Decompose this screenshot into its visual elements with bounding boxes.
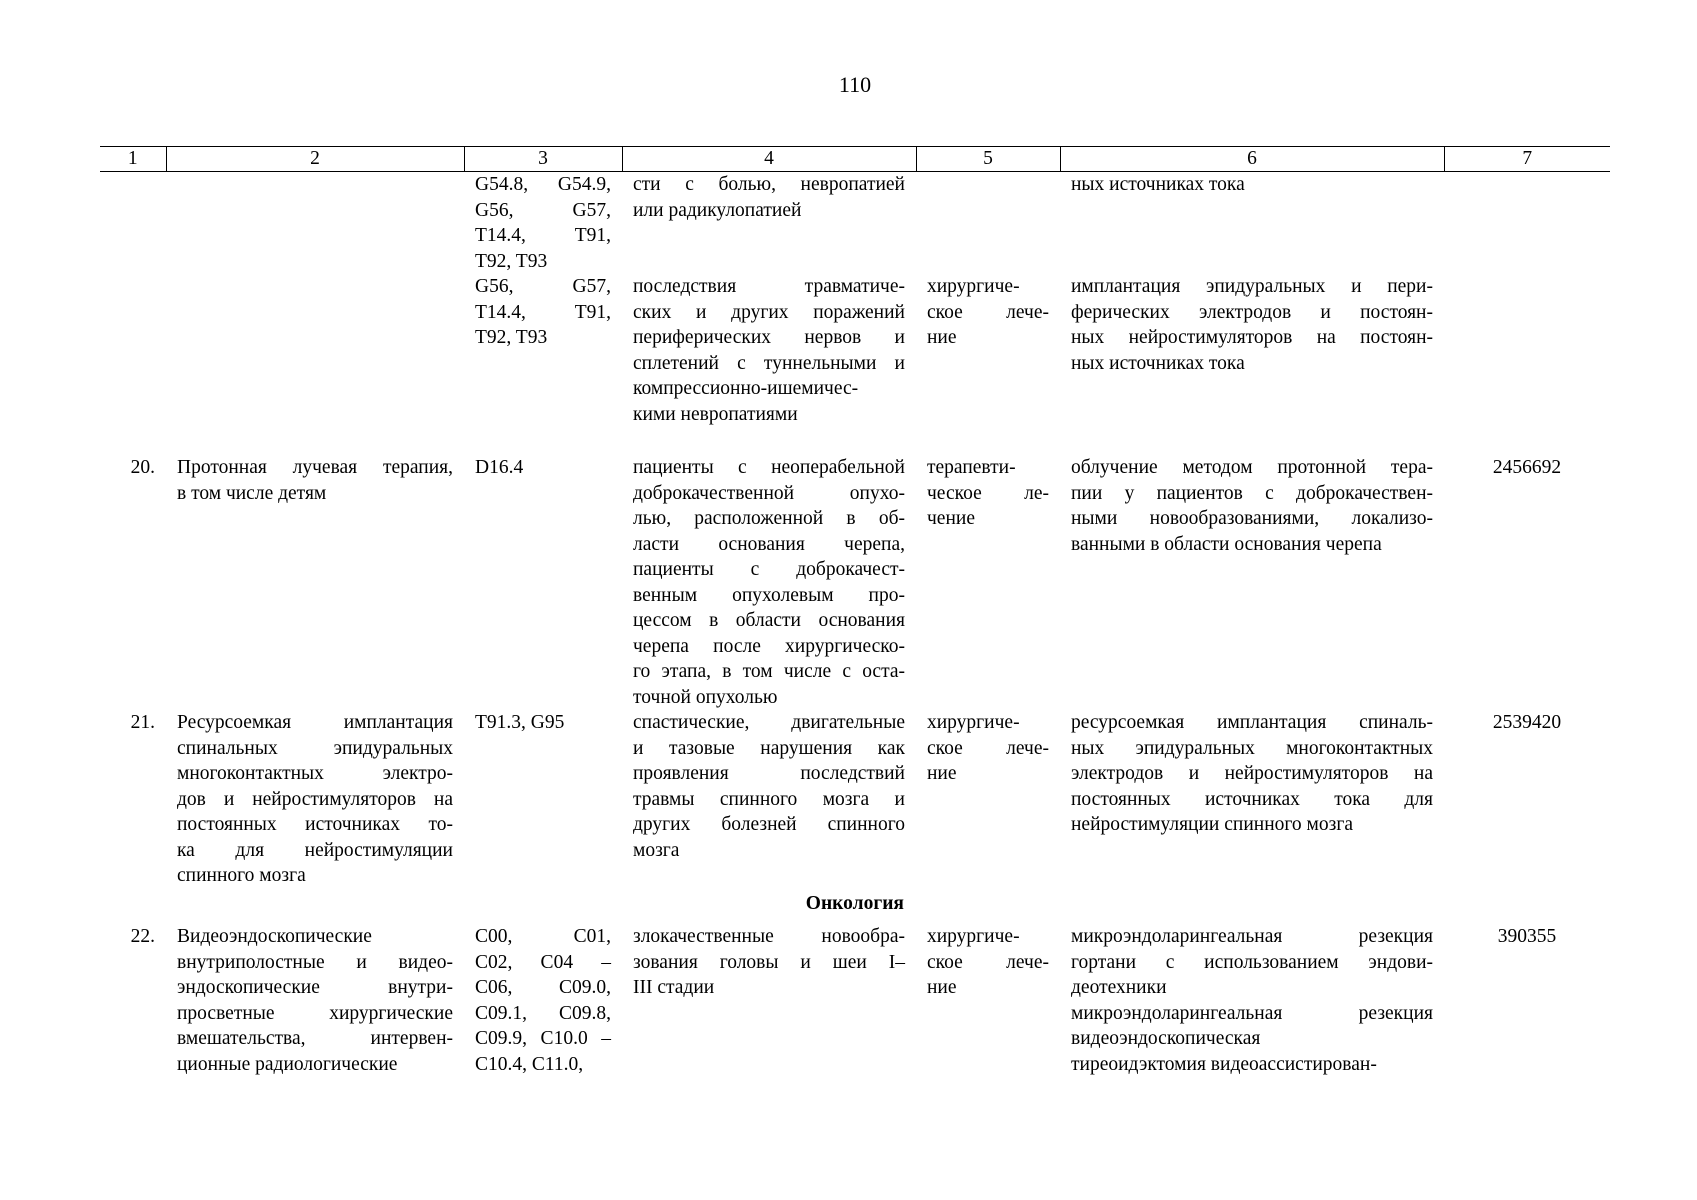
cell-line: D16.4	[475, 457, 524, 478]
cell-line: C06, C09.0,	[475, 977, 611, 998]
cell-line: цессом в области основания	[633, 610, 905, 631]
cell-line: микроэндоларингеальная резекция	[1071, 926, 1433, 947]
cell-line: ресурсоемкая имплантация спиналь-	[1071, 712, 1433, 733]
cell-line: ных эпидуральных многоконтактных	[1071, 737, 1433, 759]
header-row	[100, 147, 1610, 172]
cell-line: спастические, двигательные	[633, 712, 905, 733]
icd-codes	[464, 172, 622, 275]
cell-line: C00, C01,	[475, 926, 611, 947]
cell-line: T92, T93	[475, 327, 548, 348]
row-number: 20.	[130, 457, 155, 478]
cell-line: электродов и нейростимуляторов на	[1071, 763, 1433, 784]
cell-line: постоянных источниках то-	[177, 814, 453, 835]
standard-cost	[1444, 172, 1610, 275]
cell-line: ние	[927, 977, 957, 998]
care-type-name	[166, 172, 464, 275]
medical-care-table	[100, 146, 1610, 1077]
cell-line: ское лече-	[927, 737, 1049, 759]
cell-line: имплантация эпидуральных и пери-	[1071, 276, 1433, 297]
cell-line: Ресурсоемкая имплантация	[177, 712, 453, 733]
treatment-type	[916, 427, 1060, 710]
page-number: 110	[838, 72, 872, 97]
standard-cost: 2539420	[1492, 712, 1562, 733]
table-row	[100, 172, 1610, 275]
cell-line: хирургиче-	[927, 276, 1020, 297]
treatment-method	[1060, 427, 1444, 710]
patient-model	[622, 274, 916, 427]
cell-line: тиреоидэктомия видеоассистирован-	[1071, 1053, 1377, 1075]
cell-line: го этапа, в том числе с оста-	[633, 661, 905, 682]
cell-line: T91.3, G95	[475, 712, 565, 733]
standard-cost: 390355	[1497, 926, 1557, 947]
cell-line: ское лече-	[927, 951, 1049, 973]
cell-line: гортани с использованием эндови-	[1071, 951, 1433, 973]
icd-codes	[464, 274, 622, 427]
cell-line: G56, G57,	[475, 199, 611, 221]
cell-line: спинного мозга	[177, 865, 306, 886]
cell-line: и тазовые нарушения как	[633, 737, 905, 759]
patient-model	[622, 427, 916, 710]
cell-line: ных нейростимуляторов на постоян-	[1071, 327, 1433, 348]
cell-line: пациенты с доброкачест-	[633, 559, 905, 580]
section-row	[100, 889, 1610, 925]
col-header-7: 7	[1444, 147, 1610, 172]
cell-line: мозга	[633, 839, 680, 861]
standard-cost	[1444, 274, 1610, 427]
row-number: 22.	[130, 926, 155, 947]
cell-line: постоянных источниках тока для	[1071, 788, 1433, 810]
care-type-name	[166, 710, 464, 889]
patient-model	[622, 172, 916, 275]
col-header-1: 1	[100, 147, 166, 172]
col-header-5: 5	[916, 147, 1060, 172]
cell-line: ние	[927, 763, 957, 784]
cell-line: ческое ле-	[927, 482, 1049, 504]
cell-line: ских и других поражений	[633, 301, 905, 323]
cell-line: последствия травматиче-	[633, 276, 905, 297]
cell-line: Видеоэндоскопические	[177, 926, 372, 947]
cell-line: других болезней спинного	[633, 814, 905, 835]
cell-line: ных источниках тока	[1071, 174, 1245, 195]
col-header-3: 3	[464, 147, 622, 172]
cell-line: точной опухолью	[633, 686, 778, 708]
cell-line: ными новообразованиями, локализо-	[1071, 508, 1433, 529]
cell-line: пии у пациентов с доброкачествен-	[1071, 482, 1433, 504]
treatment-type	[916, 172, 1060, 275]
cell-line: Протонная лучевая терапия,	[177, 457, 453, 478]
cell-line: чение	[927, 508, 975, 529]
cell-line: спинальных эпидуральных	[177, 737, 453, 759]
treatment-method	[1060, 924, 1444, 1077]
cell-line: периферических нервов и	[633, 327, 905, 348]
cell-line: C02, C04 –	[475, 951, 611, 973]
cell-line: доброкачественной опухо-	[633, 482, 905, 504]
icd-codes	[464, 427, 622, 710]
cell-line: венным опухолевым про-	[633, 584, 905, 606]
cell-line: T92, T93	[475, 250, 548, 272]
treatment-type	[916, 924, 1060, 1077]
cell-line: ское лече-	[927, 301, 1049, 323]
cell-line: хирургиче-	[927, 926, 1020, 947]
cell-line: просветные хирургические	[177, 1002, 453, 1024]
cell-line: злокачественные новообра-	[633, 926, 905, 947]
cell-line: дов и нейростимуляторов на	[177, 788, 453, 810]
table-row	[100, 274, 1610, 427]
cell-line: в том числе детям	[177, 482, 327, 504]
col-header-4: 4	[622, 147, 916, 172]
col-header-2: 2	[166, 147, 464, 172]
cell-line: черепа после хирургическо-	[633, 635, 905, 657]
cell-line: многоконтактных электро-	[177, 763, 453, 784]
cell-line: сплетений с туннельными и	[633, 352, 905, 374]
row-number	[100, 172, 166, 275]
cell-line: эндоскопические внутри-	[177, 977, 453, 998]
standard-cost: 2456692	[1492, 457, 1562, 478]
cell-line: лью, расположенной в об-	[633, 508, 905, 529]
cell-line: G54.8, G54.9,	[475, 174, 611, 195]
cell-line: зования головы и шеи I–	[633, 951, 905, 973]
cell-line: травмы спинного мозга и	[633, 788, 905, 810]
cell-line: проявления последствий	[633, 763, 905, 784]
cell-line: сти с болью, невропатией	[633, 174, 905, 195]
care-type-name	[166, 924, 464, 1077]
row-number	[100, 274, 166, 427]
cell-line: микроэндоларингеальная резекция	[1071, 1002, 1433, 1024]
cell-line: деотехники	[1071, 977, 1167, 998]
cell-line: T14.4, T91,	[475, 301, 611, 323]
row-number: 21.	[130, 712, 155, 733]
treatment-type	[916, 274, 1060, 427]
cell-line: или радикулопатией	[633, 199, 802, 221]
cell-line: T14.4, T91,	[475, 225, 611, 246]
cell-line: ка для нейростимуляции	[177, 839, 453, 861]
cell-line: внутриполостные и видео-	[177, 951, 453, 973]
cell-line: ласти основания черепа,	[633, 533, 905, 555]
table-row	[100, 710, 1610, 889]
cell-line: ние	[927, 327, 957, 348]
cell-line: C09.9, C10.0 –	[475, 1028, 611, 1049]
patient-model	[622, 924, 916, 1077]
cell-line: облучение методом протонной тера-	[1071, 457, 1433, 478]
icd-codes	[464, 924, 622, 1077]
cell-line: C10.4, C11.0,	[475, 1053, 584, 1075]
col-header-6: 6	[1060, 147, 1444, 172]
cell-line: хирургиче-	[927, 712, 1020, 733]
care-type-name	[166, 274, 464, 427]
cell-line: III стадии	[633, 977, 715, 998]
cell-line: C09.1, C09.8,	[475, 1002, 611, 1024]
cell-line: пациенты с неоперабельной	[633, 457, 905, 478]
cell-line: вмешательства, интервен-	[177, 1028, 453, 1049]
table-row	[100, 924, 1610, 1077]
cell-line: ных источниках тока	[1071, 352, 1245, 374]
patient-model	[622, 710, 916, 889]
cell-line: видеоэндоскопическая	[1071, 1028, 1261, 1049]
treatment-method	[1060, 710, 1444, 889]
cell-line: ционные радиологические	[177, 1053, 398, 1075]
cell-line: ванными в области основания черепа	[1071, 533, 1382, 555]
cell-line: терапевти-	[927, 457, 1016, 478]
care-type-name	[166, 427, 464, 710]
cell-line: ферических электродов и постоян-	[1071, 301, 1433, 323]
treatment-type	[916, 710, 1060, 889]
icd-codes	[464, 710, 622, 889]
cell-line: кими невропатиями	[633, 403, 798, 425]
cell-line: компрессионно-ишемичес-	[633, 378, 859, 399]
treatment-method	[1060, 274, 1444, 427]
cell-line: G56, G57,	[475, 276, 611, 297]
treatment-method	[1060, 172, 1444, 275]
section-title: Онкология	[805, 892, 904, 914]
table-row	[100, 427, 1610, 710]
cell-line: нейростимуляции спинного мозга	[1071, 814, 1353, 835]
